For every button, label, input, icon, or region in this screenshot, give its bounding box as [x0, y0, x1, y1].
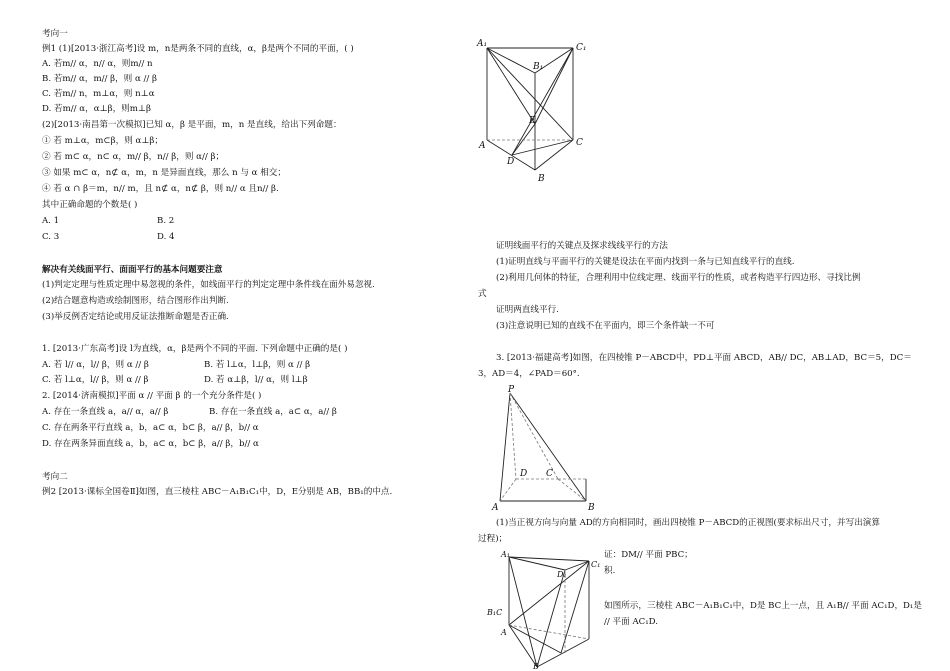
fig2-label-a: A [492, 503, 499, 513]
method-1: (1)证明直线与平面平行的关键是设法在平面内找到一条与已知直线平行的直线. [496, 257, 795, 267]
fig1-label-b1: B₁ [533, 62, 544, 72]
method-3: 证明两直线平行. [496, 305, 559, 315]
section-heading-2: 考向二 [42, 472, 68, 482]
fig1-label-a1: A₁ [477, 39, 488, 49]
fig3-label-b1c: B₁C [487, 608, 503, 617]
fragment-4: // 平面 AC₁D. [604, 617, 658, 627]
q2-option-c: C. 存在两条平行直线 a，b，a⊂ α，b⊂ β，a// β，b// α [42, 423, 259, 433]
example-1-line: 例1 (1)[2013·浙江高考]设 m，n是两条不同的直线，α，β是两个不同的平面，( ) [42, 44, 354, 54]
question-1: 1. [2013·广东高考]设 l为直线，α，β是两个不同的平面. 下列命题中正确的是( ) [42, 344, 348, 354]
answer-b: B. 2 [157, 216, 175, 226]
question-2: 2. [2014·济南模拟]平面 α // 平面 β 的一个充分条件是( ) [42, 391, 262, 401]
proposition-question: 其中正确命题的个数是( ) [42, 200, 138, 210]
answer-c: C. 3 [42, 232, 60, 242]
section-heading-1: 考向一 [42, 29, 68, 39]
fig1-label-a: A [479, 141, 486, 151]
q1-option-b: B. 若 l⊥α，l⊥β，则 α // β [204, 360, 311, 370]
note-title: 解决有关线面平行、面面平行的基本问题要注意 [42, 265, 223, 275]
example-1-part-2: (2)[2013·南昌第一次模拟]已知 α，β 是平面，m，n 是直线，给出下列命题： [42, 120, 342, 130]
note-1: (1)判定定理与性质定理中易忽视的条件，如线面平行的判定定理中条件线在面外易忽视. [42, 280, 375, 290]
q1-option-d: D. 若 α⊥β，l// α，则 l⊥β [204, 375, 308, 385]
answer-a: A. 1 [42, 216, 60, 226]
q1-option-c: C. 若 l⊥α，l// β，则 α // β [42, 375, 149, 385]
ex1-option-d: D. 若m// α，α⊥β，则m⊥β [42, 104, 151, 114]
fig1-label-b: B [538, 174, 545, 184]
fig1-label-e: E [529, 116, 536, 126]
method-2-cont: 式 [478, 289, 487, 299]
prism-figure-1 [475, 38, 605, 186]
proposition-4: ④ 若 α ∩ β＝m，n// m，且 n⊄ α，n⊄ β，则 n// α 且n// β. [42, 184, 279, 194]
fragment-1: 证：DM// 平面 PBC； [604, 550, 693, 560]
question-3-line-1: 3. [2013·福建高考]如图，在四棱锥 P－ABCD中，PD⊥平面 ABCD，AB// DC，AB⊥AD，BC＝5，DC＝ [496, 353, 912, 363]
method-title: 证明线面平行的关键点及探求线线平行的方法 [496, 241, 668, 251]
q2-option-a: A. 存在一条直线 a，a// α，a// β [42, 407, 169, 417]
proposition-1: ① 若 m⊥α，m⊂β，则 α⊥β； [42, 136, 163, 146]
fig2-label-p: P [508, 385, 515, 395]
fig3-label-d1: D₁ [557, 570, 567, 579]
fig2-label-d: D [520, 469, 528, 479]
pyramid-figure [488, 385, 603, 513]
fig3-label-a: A [501, 628, 507, 637]
fig2-label-c: C [546, 469, 553, 479]
q2-option-d: D. 存在两条异面直线 a，b，a⊂ α，b⊂ β，a// β，b// α [42, 439, 259, 449]
proposition-2: ② 若 m⊂ α，n⊂ α，m// β，n// β，则 α// β； [42, 152, 225, 162]
fig1-label-c: C [576, 138, 583, 148]
method-2: (2)利用几何体的特征，合理利用中位线定理、线面平行的性质，或者构造平行四边形、寻找比例 [496, 273, 861, 283]
ex1-option-a: A. 若m// α，n// α，则m// n [42, 59, 153, 69]
ex1-option-c: C. 若m// n，m⊥α，则 n⊥α [42, 89, 155, 99]
method-4: (3)注意说明已知的直线不在平面内，即三个条件缺一不可 [496, 321, 715, 331]
example-2-line: 例2 [2013·课标全国卷Ⅱ]如图，直三棱柱 ABC－A₁B₁C₁中，D，E分别是 AB，BB₁的中点. [42, 487, 393, 497]
fig1-label-c1: C₁ [576, 43, 587, 53]
q1-option-a: A. 若 l// α，l// β，则 α // β [42, 360, 149, 370]
prism-figure-3 [485, 545, 605, 671]
fragment-3: 如图所示，三棱柱 ABC－A₁B₁C₁中，D是 BC上一点，且 A₁B// 平面 AC₁D，D₁是 [604, 601, 922, 611]
q3-sub-1: (1)当正视方向与向量 AD的方向相同时，画出四棱锥 P－ABCD的正视图(要求标出尺寸，并写出演算 [496, 518, 880, 528]
note-3: (3)举反例否定结论或用反证法推断命题是否正确. [42, 312, 229, 322]
q2-option-b: B. 存在一条直线 a，a⊂ α，a// β [209, 407, 337, 417]
note-2: (2)结合题意构造或绘制图形，结合图形作出判断. [42, 296, 229, 306]
answer-d: D. 4 [157, 232, 175, 242]
q3-sub-1-cont: 过程)； [478, 534, 508, 544]
fig3-label-b: B [533, 662, 539, 671]
ex1-option-b: B. 若m// α，m// β，则 α // β [42, 74, 158, 84]
fig3-label-a1: A₁ [501, 550, 510, 559]
fig1-label-d: D [507, 157, 515, 167]
fig3-label-c1: C₁ [591, 560, 601, 569]
proposition-3: ③ 如果 m⊂ α，n⊄ α，m，n 是异面直线，那么 n 与 α 相交； [42, 168, 286, 178]
fig2-label-b: B [588, 503, 595, 513]
fragment-2: 积. [604, 566, 616, 576]
question-3-line-2: 3，AD＝4，∠PAD＝60°. [478, 369, 580, 379]
